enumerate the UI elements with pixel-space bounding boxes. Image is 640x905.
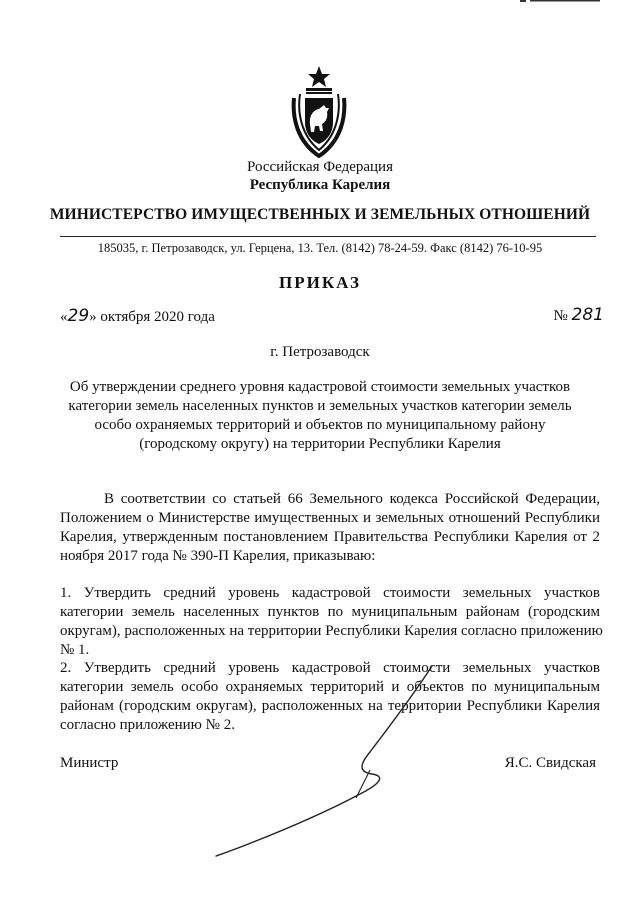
title-line: особо охраняемых территорий и объектов по муниципальному району [94, 417, 546, 433]
date-close-quote: » [89, 309, 97, 325]
date-month-year: октября 2020 года [96, 309, 215, 325]
order-date [60, 306, 215, 327]
paragraph-line: 2. Утвердить средний уровень кадастровой стоимости земельных участков [60, 660, 600, 676]
preamble-paragraph [60, 490, 600, 566]
paragraph-line: округам), расположенных на территории Республики Карелия согласно приложению [60, 623, 603, 639]
republic-name: Республика Карелия [249, 177, 391, 193]
signatory-name: Я.С. Свидская [504, 755, 596, 771]
paragraph-line: Положением о Министерстве имущественных и земельных отношений Республики [60, 510, 600, 526]
number-prefix: № [553, 308, 568, 324]
paragraph-line: № 1. [60, 642, 90, 658]
country-name: Российская Федерация [247, 159, 393, 175]
number-handwritten: 281 [571, 305, 604, 325]
ministry-address: 185035, г. Петрозаводск, ул. Герцена, 13. Тел. (8142) 78-24-59. Факс (8142) 76-10-95 [97, 241, 543, 255]
paragraph-line: согласно приложению № 2. [60, 717, 235, 733]
title-line: категории земель населенных пунктов и земельных участков категории земель [68, 398, 572, 414]
paragraph-line: Карелия, утвержденным постановлением Правительства Республики Карелия от 2 [60, 529, 600, 545]
date-day-handwritten: 29 [67, 306, 90, 326]
paragraph-line: категории земель особо охраняемых территорий и объектов по муниципальным [60, 679, 600, 695]
title-line: (городскому округу) на территории Республики Карелия [139, 436, 501, 452]
paragraph-line: В соответствии со статьей 66 Земельного кодекса Российской Федерации, [104, 491, 600, 507]
paragraph-line: районам (городским округам), расположенных на территории Республики Карелия [60, 698, 600, 714]
date-open-quote: « [60, 309, 68, 325]
paragraph-line: ноября 2017 года № 390-П Карелия, приказываю: [60, 548, 376, 564]
order-item-1 [60, 584, 603, 660]
ministry-name: МИНИСТЕРСТВО ИМУЩЕСТВЕННЫХ И ЗЕМЕЛЬНЫХ ОТНОШЕНИЙ [49, 206, 591, 223]
scan-marks [520, 0, 610, 4]
document-type-heading: ПРИКАЗ [279, 273, 361, 292]
paragraph-line: 1. Утвердить средний уровень кадастровой стоимости земельных участков [60, 585, 600, 601]
handwritten-signature [210, 660, 440, 860]
title-line: Об утверждении среднего уровня кадастровой стоимости земельных участков [69, 379, 571, 395]
coat-of-arms-icon [286, 64, 352, 158]
order-number [553, 305, 604, 326]
signatory-role: Министр [60, 755, 119, 771]
order-title [60, 378, 580, 454]
paragraph-line: категории земель населенных пунктов по муниципальным районам (городским [60, 604, 600, 620]
header-divider [60, 236, 596, 237]
city-name: г. Петрозаводск [270, 344, 370, 360]
